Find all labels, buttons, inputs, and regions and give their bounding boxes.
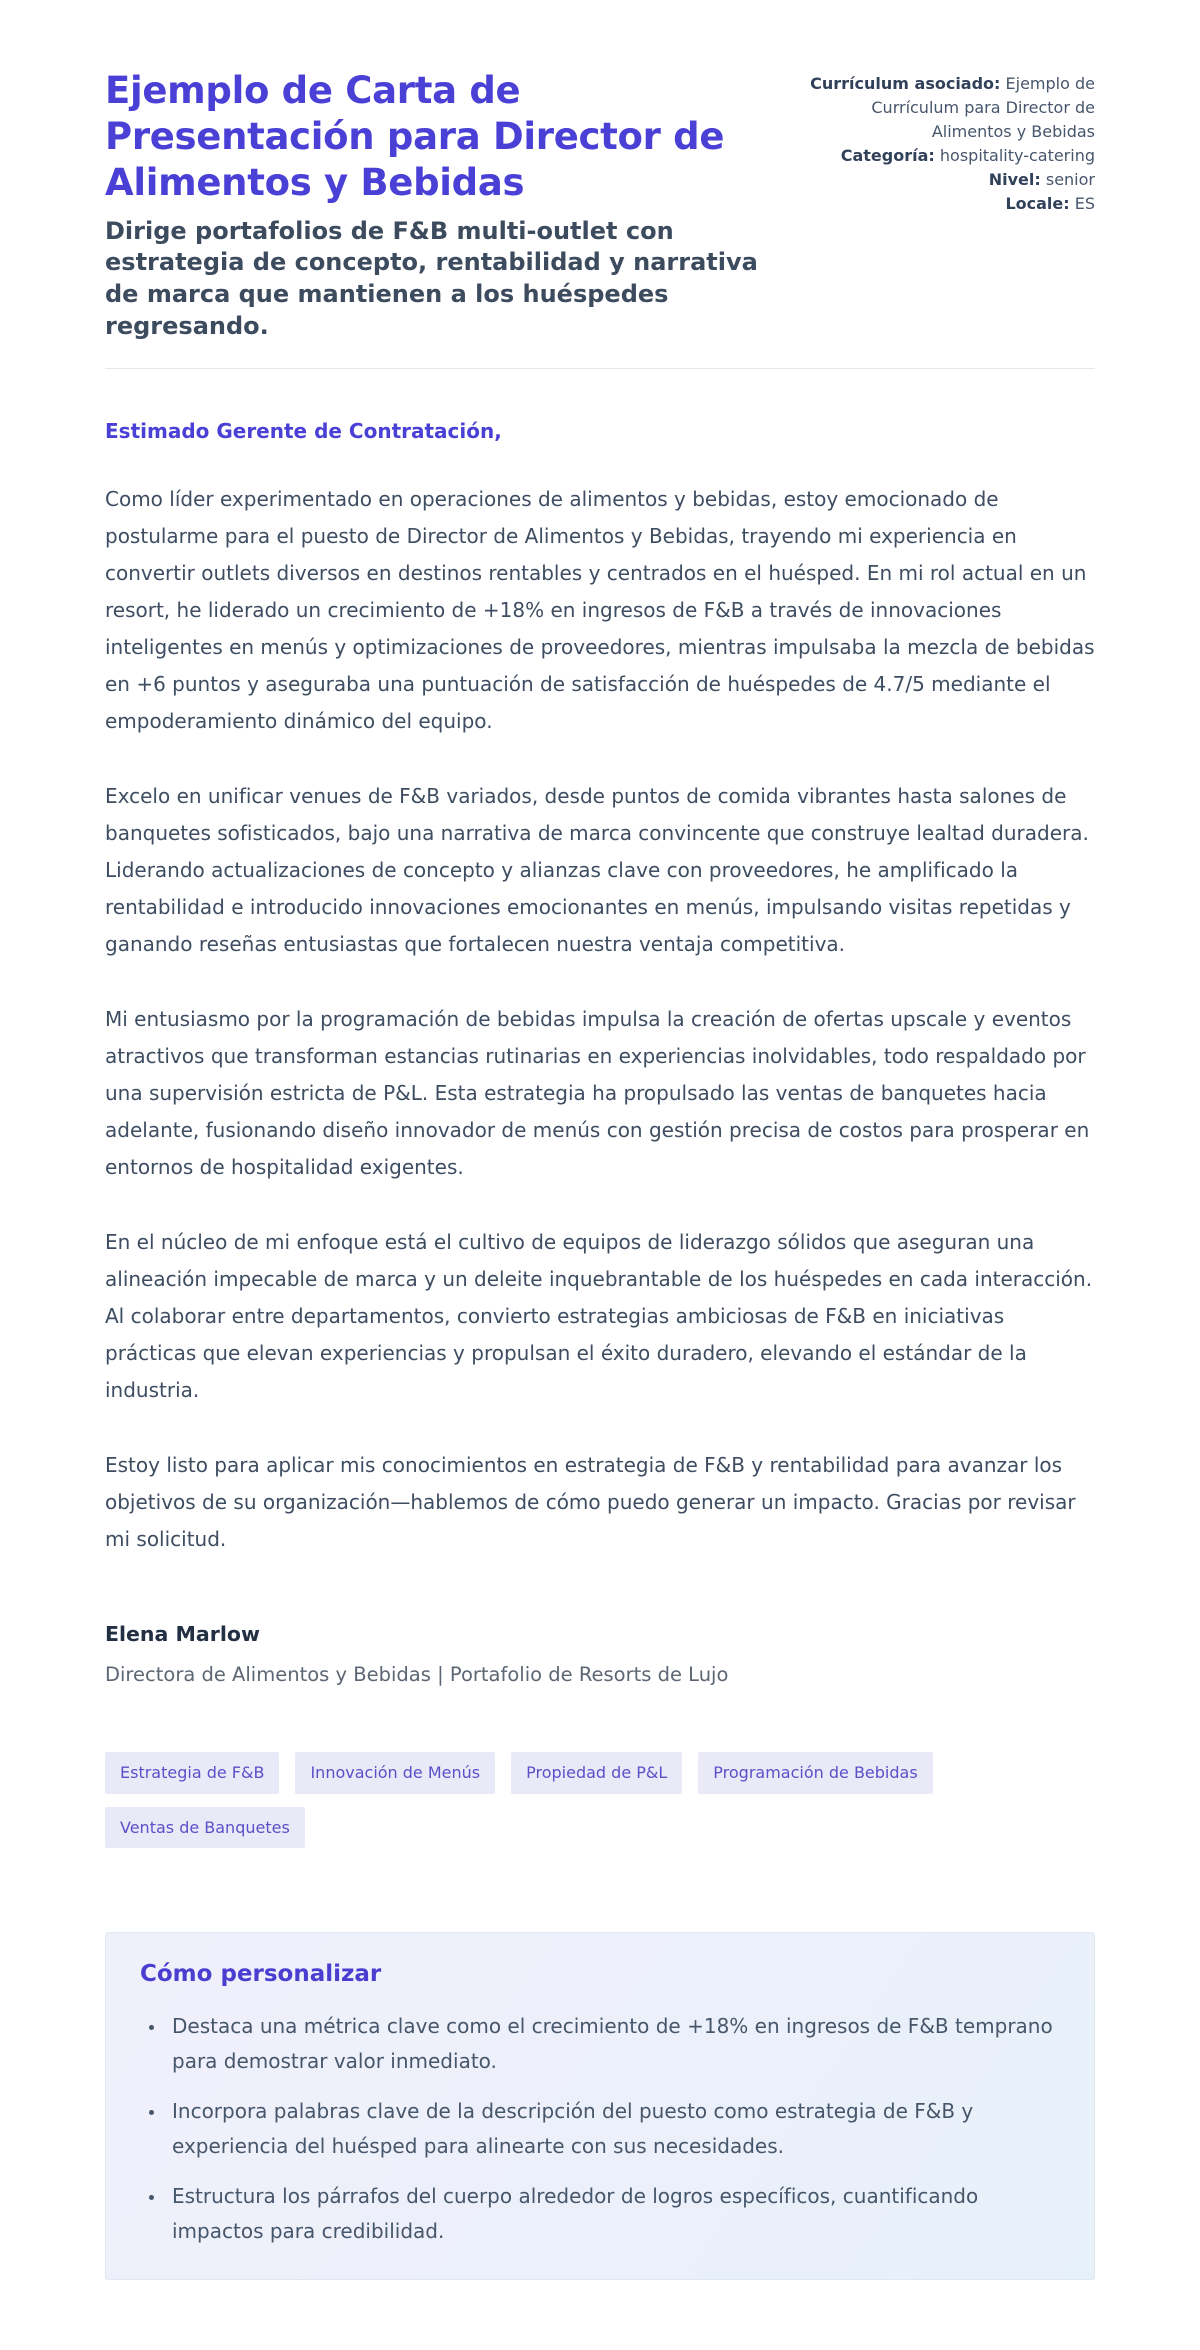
tag-chip: Innovación de Menús: [295, 1752, 495, 1793]
tag-chip: Programación de Bebidas: [698, 1752, 932, 1793]
header-title-block: [105, 68, 759, 342]
tips-item: • Destaca una métrica clave como el crecimiento de +18% en ingresos de F&B temprano para demostrar valor inmediato.: [166, 2009, 1060, 2079]
tips-item: • Incorpora palabras clave de la descripción del puesto como estrategia de F&B y experiencia del huésped para alinearte con sus necesidades.: [166, 2094, 1060, 2164]
tag-chip: Propiedad de P&L: [511, 1752, 682, 1793]
body-paragraph: Excelo en unificar venues de F&B variados, desde puntos de comida vibrantes hasta salones de banquetes sofisticados, bajo una narrativa de marca convincente que construye lealtad duradera. Liderando actualizaciones de concepto y alianzas clave con proveedores, he amplificado la rentabilidad e introducido innovaciones emocionantes en menús, impulsando visitas repetidas y ganando reseñas entusiastas que fortalecen nuestra ventaja competitiva.: [105, 784, 1089, 957]
meta-value: Ejemplo de Currículum para Director de Alimentos y Bebidas: [871, 74, 1095, 141]
meta-block: [795, 68, 1095, 216]
meta-label: Categoría:: [840, 146, 935, 165]
meta-value: hospitality-catering: [939, 146, 1095, 165]
body-paragraph: En el núcleo de mi enfoque está el cultivo de equipos de liderazgo sólidos que aseguran una alineación impecable de marca y un deleite inquebrantable de los huéspedes en cada interacción. Al colaborar entre departamentos, convierto estrategias ambiciosas de F&B en iniciativas prácticas que elevan experiencias y propulsan el éxito duradero, elevando el estándar de la industria.: [105, 1230, 1093, 1403]
signature-role: Directora de Alimentos y Bebidas | Portafolio de Resorts de Lujo: [105, 1663, 729, 1687]
meta-value: ES: [1074, 194, 1095, 213]
body-paragraph: Mi entusiasmo por la programación de bebidas impulsa la creación de ofertas upscale y eventos atractivos que transforman estancias rutinarias en experiencias inolvidables, todo respaldado por una supervisión estricta de P&L. Esta estrategia ha propulsado las ventas de banquetes hacia adelante, fusionando diseño innovador de menús con gestión precisa de costos para prosperar en entornos de hospitalidad exigentes.: [105, 1007, 1090, 1180]
tips-list: [140, 2009, 1060, 2249]
meta-value: senior: [1045, 170, 1095, 189]
body-paragraph: Como líder experimentado en operaciones de alimentos y bebidas, estoy emocionado de postularme para el puesto de Director de Alimentos y Bebidas, trayendo mi experiencia en convertir outlets diversos en destinos rentables y centrados en el huésped. En mi rol actual en un resort, he liderado un crecimiento de +18% en ingresos de F&B a través de innovaciones inteligentes en menús y optimizaciones de proveedores, mientras impulsaba la mezcla de bebidas en +6 puntos y aseguraba una puntuación de satisfacción de huéspedes de 4.7/5 mediante el empoderamiento dinámico del equipo.: [105, 487, 1095, 734]
meta-row-locale: [795, 192, 1095, 216]
meta-label: Nivel:: [988, 170, 1041, 189]
tips-title: Cómo personalizar: [140, 1960, 382, 1987]
body-paragraph: Estoy listo para aplicar mis conocimientos en estrategia de F&B y rentabilidad para avanzar los objetivos de su organización—hablemos de cómo puedo generar un impacto. Gracias por revisar mi solicitud.: [105, 1453, 1076, 1552]
page-title: Ejemplo de Carta de Presentación para Director de Alimentos y Bebidas: [105, 69, 725, 204]
tips-item: • Estructura los párrafos del cuerpo alrededor de logros específicos, cuantificando impactos para credibilidad.: [166, 2179, 1060, 2249]
page-subtitle: Dirige portafolios de F&B multi-outlet con estrategia de concepto, rentabilidad y narrativa de marca que mantienen a los huéspedes regresando.: [105, 216, 758, 340]
meta-label: Currículum asociado:: [810, 74, 1001, 93]
greeting: Estimado Gerente de Contratación,: [105, 419, 502, 444]
letter-body: [105, 419, 1095, 1686]
meta-row-resume: [795, 72, 1095, 144]
tips-box: [105, 1932, 1095, 2280]
tag-chip: Ventas de Banquetes: [105, 1807, 305, 1848]
tag-chip: Estrategia de F&B: [105, 1752, 279, 1793]
signature-name: Elena Marlow: [105, 1622, 260, 1647]
meta-row-level: [795, 168, 1095, 192]
header-divider: [105, 368, 1095, 369]
header: [105, 68, 1095, 342]
meta-label: Locale:: [1005, 194, 1070, 213]
meta-row-category: [795, 144, 1095, 168]
tag-list: [105, 1752, 1095, 1847]
